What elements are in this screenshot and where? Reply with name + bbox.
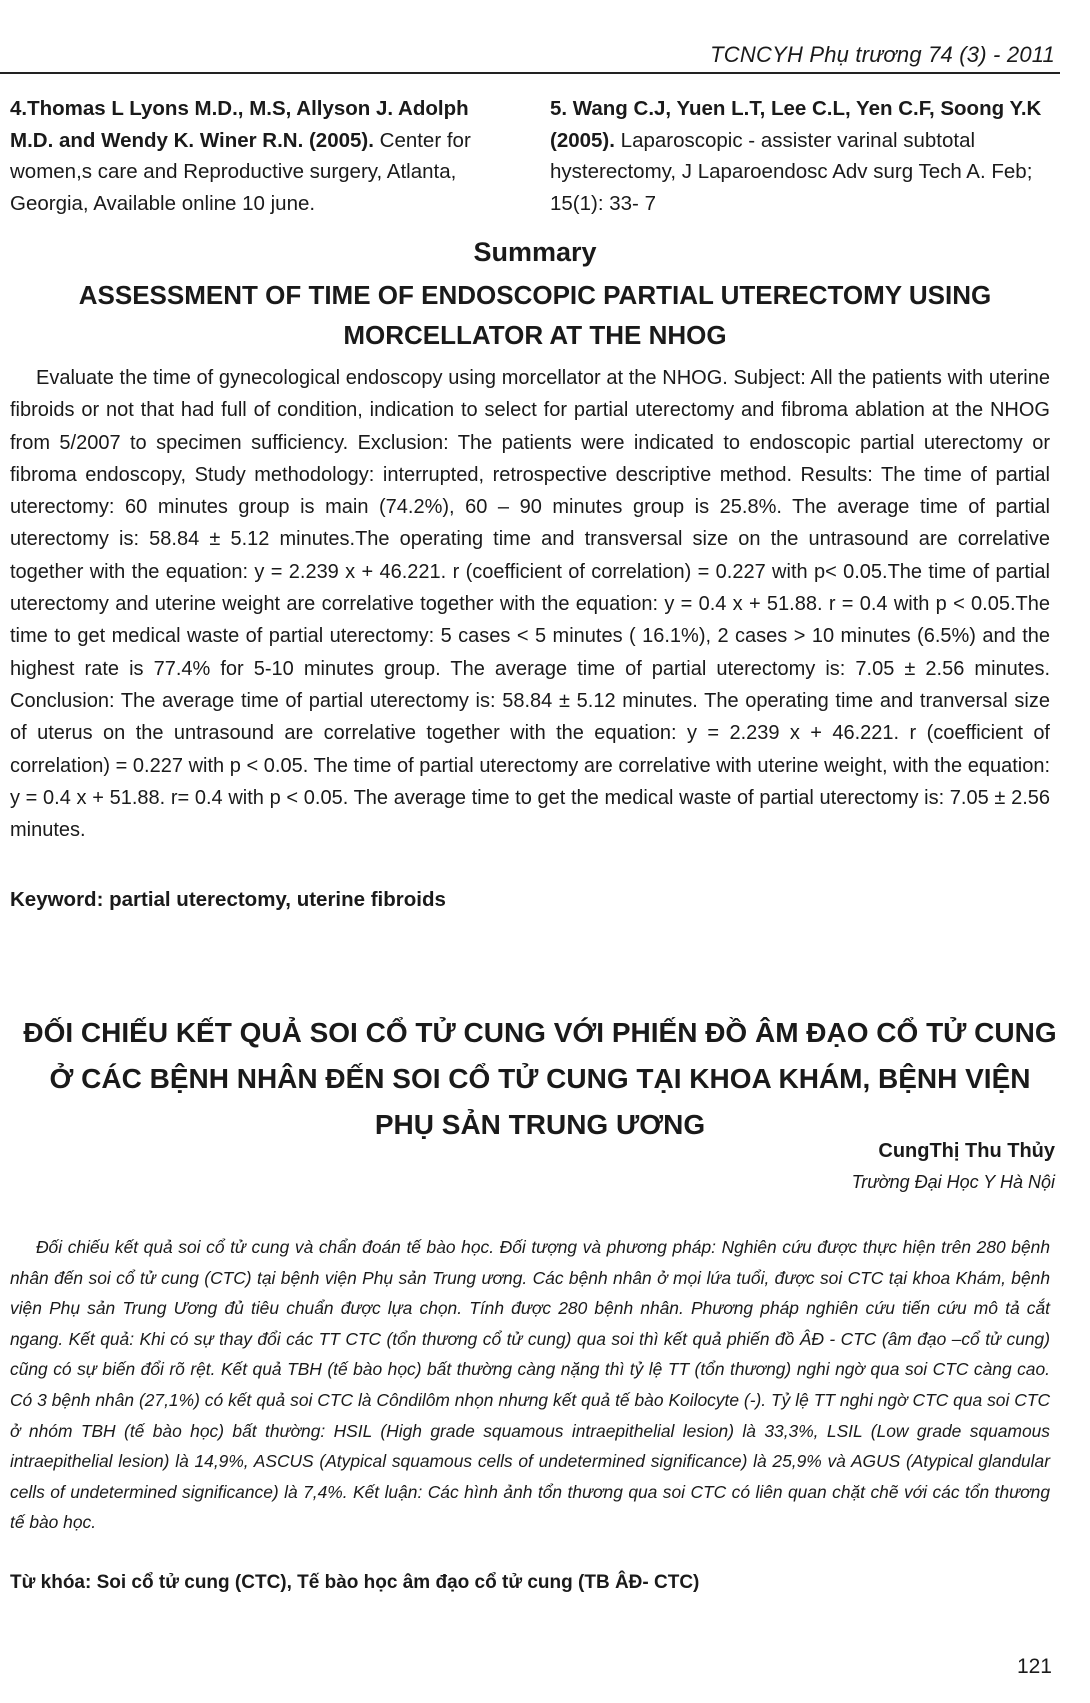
reference-5-authors: 5. Wang C.J, Yuen L.T, Lee C.L, Yen C.F, Soong Y.K (2005). — [550, 97, 1042, 152]
article-keyword: Từ khóa: Soi cổ tử cung (CTC), Tế bào học âm đạo cổ tử cung (TB ÂĐ- CTC) — [10, 1572, 700, 1593]
reference-4 — [10, 93, 505, 219]
article-abstract — [10, 1232, 1050, 1538]
header-rule — [0, 72, 1060, 74]
summary-abstract — [10, 362, 1050, 846]
article-affiliation: Trường Đại Học Y Hà Nội — [851, 1172, 1055, 1192]
article-abstract-text: Đối chiếu kết quả soi cổ tử cung và chẩn đoán tế bào học. Đối tượng và phương pháp: Nghiên cứu được thực hiện trên 280 bệnh nhân đến soi cổ tử cung (CTC) tại bệnh viện Phụ sản Trung ương. Các bệnh nhân ở mọi lứa tuổi, được soi CTC tại khoa Khám, bệnh viện Phụ sản Trung Ương đủ tiêu chuẩn được lựa chọn. Tính được 280 bệnh nhân. Phương pháp nghiên cứu tiến cứu mô tả cắt ngang. Kết quả: Khi có sự thay đổi các TT CTC (tổn thương cổ tử cung) qua soi thì kết quả phiến đồ ÂĐ - CTC (âm đạo –cổ tử cung) cũng có sự biến đổi rõ rệt. Kết quả TBH (tế bào học) bất thường càng nặng thì tỷ lệ TT (tổn thương) nghi ngờ qua soi CTC càng cao. Có 3 bệnh nhân (27,1%) có kết quả soi CTC là Côndilôm nhọn nhưng kết quả tế bào Koilocyte (-). Tỷ lệ TT nghi ngờ CTC qua soi CTC ở nhóm TBH (tế bào học) bất thường: HSIL (High grade squamous intraepithelial lesion) là 33,3%, LSIL (Low grade squamous intraepithelial lesion) là 14,9%, ASCUS (Atypical squamous cells of undetermined significance) là 25,9% và AGUS (Atypical glandular cells of undetermined significance) là 7,4%. Kết luận: Các hình ảnh tổn thương qua soi CTC có liên quan chặt chẽ với các tổn thương tế bào học. — [10, 1237, 1050, 1533]
article-author: CungThị Thu Thủy — [878, 1140, 1055, 1162]
summary-title: ASSESSMENT OF TIME OF ENDOSCOPIC PARTIAL UTERECTOMY USING MORCELLATOR AT THE NHOG — [78, 280, 992, 350]
reference-4-text: Center for women,s care and Reproductive surgery, Atlanta, Georgia, Available online 10 june. — [10, 128, 471, 215]
page-number: 121 — [1016, 1655, 1052, 1678]
journal-header: TCNCYH Phụ trương 74 (3) - 2011 — [710, 42, 1055, 67]
summary-keyword: Keyword: partial uterectomy, uterine fibroids — [10, 888, 446, 911]
article-title: ĐỐI CHIẾU KẾT QUẢ SOI CỔ TỬ CUNG VỚI PHIẾN ĐỒ ÂM ĐẠO CỔ TỬ CUNG Ở CÁC BỆNH NHÂN ĐẾN SOI CỔ TỬ CUNG TẠI KHOA KHÁM, BỆNH VIỆN PHỤ SẢN TRUNG ƯƠNG — [23, 1017, 1057, 1140]
summary-abstract-text: Evaluate the time of gynecological endoscopy using morcellator at the NHOG. Subject: All the patients with uterine fibroids or not that had full of condition, indication to select for partial uterectomy and fibroma ablation at the NHOG from 5/2007 to specimen sufficiency. Exclusion: The patients were indicated to endoscopic partial uterectomy or fibroma endoscopy, Study methodology: interrupted, retrospective descriptive method. Results: The time of partial uterectomy: 60 minutes group is main (74.2%), 60 – 90 minutes group is 25.8%. The average time of partial uterectomy is: 58.84 ± 5.12 minutes.The operating time and transversal size on the untrasound are correlative together with the equation: y = 2.239 x + 46.221. r (coefficient of correlation) = 0.227 with p< 0.05.The time of partial uterectomy and uterine weight are correlative together with the equation: y = 0.4 x + 51.88. r = 0.4 with p < 0.05.The time to get medical waste of partial uterectomy: 5 cases < 5 minutes ( 16.1%), 2 cases > 10 minutes (6.5%) and the highest rate is 77.4% for 5-10 minutes group. The average time of partial uterectomy is: 7.05 ± 2.56 minutes. Conclusion: The average time of partial uterectomy is: 58.84 ± 5.12 minutes. The operating time and tranversal size of uterus on the untrasound are correlative together with the equation: y = 2.239 x + 46.221. r (coefficient of correlation) = 0.227 with p < 0.05. The time of partial uterectomy are correlative with uterine weight, with the equation: y = 0.4 x + 51.88. r= 0.4 with p < 0.05. The average time to get the medical waste of partial uterectomy is: 7.05 ± 2.56 minutes. — [10, 367, 1050, 842]
reference-5-text: Laparoscopic - assister varinal subtotal hysterectomy, J Laparoendosc Adv surg Tech A. Feb; 15(1): 33- 7 — [550, 128, 1033, 215]
reference-4-authors: 4.Thomas L Lyons M.D., M.S, Allyson J. Adolph M.D. and Wendy K. Winer R.N. (2005). — [10, 97, 469, 152]
summary-heading: Summary — [473, 237, 597, 267]
reference-5 — [550, 93, 1055, 219]
